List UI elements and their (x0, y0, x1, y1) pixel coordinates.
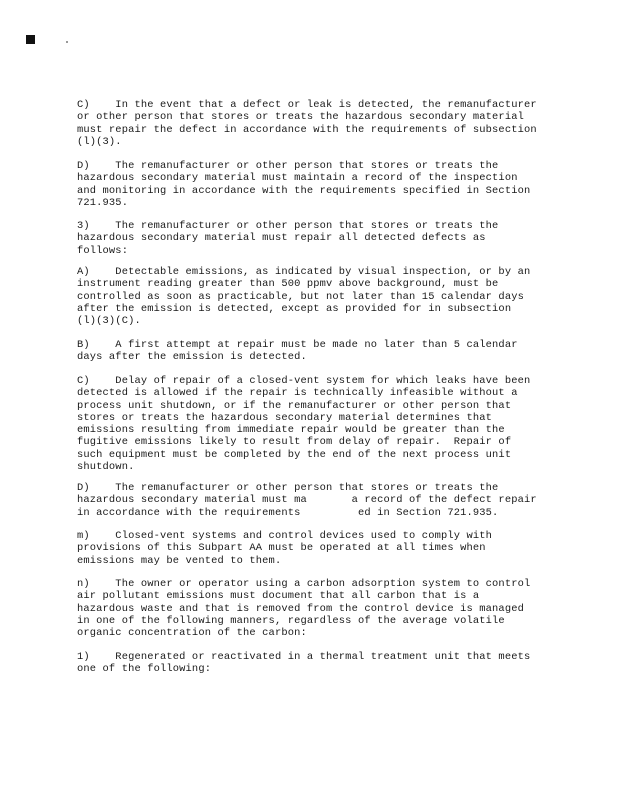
paragraph-d-repair-record: D) The remanufacturer or other person that stores or treats the hazardous secondary material must ma a record of the defect repair in accordance with the requirements ed in Section 721.935. (77, 482, 537, 519)
paragraph-1-regenerated: 1) Regenerated or reactivated in a thermal treatment unit that meets one of the following: (77, 651, 531, 676)
paragraph-d-inspection-record: D) The remanufacturer or other person that stores or treats the hazardous secondary material must maintain a record of the inspection and monitoring in accordance with the requirements specified in Section 721.935. (77, 160, 531, 209)
paragraph-3-repair-defects: 3) The remanufacturer or other person that stores or treats the hazardous secondary material must repair all detected defects as follows: (77, 220, 499, 257)
paragraph-c-defect-repair: C) In the event that a defect or leak is detected, the remanufacturer or other person that stores or treats the hazardous secondary material must repair the defect in accordance with the requirements of subsection (l)(3). (77, 99, 537, 148)
scan-speck (66, 41, 68, 43)
paragraph-m-closed-vent: m) Closed-vent systems and control devices used to comply with provisions of this Subpart AA must be operated at all times when emissions may be vented to them. (77, 530, 493, 567)
scan-corner-mark (26, 35, 35, 44)
paragraph-c-delay-of-repair: C) Delay of repair of a closed-vent system for which leaks have been detected is allowed if the repair is technically infeasible without a process unit shutdown, or if the remanufacturer or other person that stores or treats the hazardous secondary material determines that emissions resulting from immediate repair would be greater than the fugitive emissions likely to result from delay of repair. Repair of such equipment must be completed by the end of the next process unit shutdown. (77, 375, 531, 474)
paragraph-n-carbon-adsorption: n) The owner or operator using a carbon adsorption system to control air pollutant emissions must document that all carbon that is a hazardous waste and that is removed from the control device is managed in one of the following manners, regardless of the average volatile organic concentration of the carbon: (77, 578, 531, 640)
paragraph-b-first-attempt: B) A first attempt at repair must be made no later than 5 calendar days after the emission is detected. (77, 339, 518, 364)
paragraph-a-detectable-emissions: A) Detectable emissions, as indicated by visual inspection, or by an instrument reading greater than 500 ppmv above background, must be controlled as soon as practicable, but not later than 15 calendar days after the emission is detected, except as provided for in subsection (l)(3)(C). (77, 266, 531, 328)
